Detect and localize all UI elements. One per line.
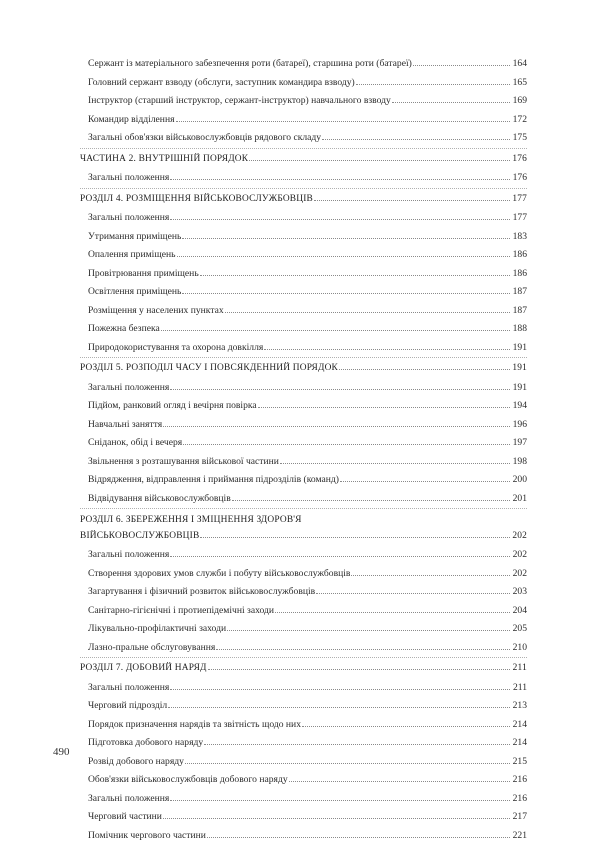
toc-entry-page: 215 <box>511 753 527 772</box>
toc-entry[interactable] <box>80 416 527 435</box>
toc-entry-page: 186 <box>511 265 527 284</box>
toc-entry-title: Загальні положення <box>88 546 169 565</box>
dot-leader <box>170 389 510 390</box>
toc-entry-title: Загальні положення <box>88 679 169 698</box>
dot-leader <box>216 649 510 650</box>
dot-leader <box>339 369 510 370</box>
toc-entry-page: 183 <box>511 228 527 247</box>
dot-leader <box>225 312 510 313</box>
dot-leader <box>170 179 510 180</box>
toc-entry[interactable] <box>80 827 527 845</box>
dot-leader <box>161 330 510 331</box>
dot-leader <box>182 293 510 294</box>
toc-entry-page: 196 <box>511 416 527 435</box>
toc-entry[interactable] <box>80 92 527 111</box>
toc-section-heading[interactable] <box>80 190 527 210</box>
dot-leader <box>392 102 510 103</box>
toc-entry[interactable] <box>80 379 527 398</box>
toc-entry-page: 217 <box>511 808 527 827</box>
toc-entry-title: Загальні положення <box>88 169 169 188</box>
toc-entry-page: 198 <box>511 453 527 472</box>
dot-leader <box>356 84 510 85</box>
toc-entry-title: Загартування і фізичний розвиток військовослужбовців <box>88 583 315 602</box>
toc-entry-title: Розміщення у населених пунктах <box>88 302 224 321</box>
toc-entry[interactable] <box>80 471 527 490</box>
toc-entry-title: Черговий частини <box>88 808 162 827</box>
dot-leader <box>176 121 511 122</box>
toc-entry-page: 214 <box>511 734 527 753</box>
toc-entry-title: Сніданок, обід і вечеря <box>88 434 182 453</box>
toc-entry[interactable] <box>80 734 527 753</box>
toc-section-heading-line <box>80 513 527 528</box>
dot-leader <box>182 238 510 239</box>
toc-entry-page: 216 <box>511 771 527 790</box>
dot-leader <box>170 689 510 690</box>
toc-entry[interactable] <box>80 74 527 93</box>
toc-entry[interactable] <box>80 302 527 321</box>
toc-entry[interactable] <box>80 753 527 772</box>
toc-entry-page: 186 <box>511 246 527 265</box>
toc-entry-page: 221 <box>511 827 527 845</box>
toc-section-heading[interactable] <box>80 659 527 679</box>
toc-entry-title: Загальні положення <box>88 790 169 809</box>
dot-leader <box>183 444 510 445</box>
toc-entry-title: Утримання приміщень <box>88 228 181 247</box>
toc-entry-title: Звільнення з розташування військової частини <box>88 453 279 472</box>
toc-entry-page: 213 <box>511 697 527 716</box>
toc-entry-title: Навчальні заняття <box>88 416 162 435</box>
table-of-contents <box>80 55 527 845</box>
toc-entry-title: Розвід добового наряду <box>88 753 184 772</box>
toc-entry-page: 211 <box>511 659 527 679</box>
toc-entry[interactable] <box>80 111 527 130</box>
toc-entry[interactable] <box>80 209 527 228</box>
dot-leader <box>170 219 510 220</box>
dot-leader <box>227 630 510 631</box>
toc-entry-title: Помічник чергового частини <box>88 827 206 845</box>
toc-entry-page: 191 <box>511 339 527 358</box>
toc-entry-page: 188 <box>511 320 527 339</box>
toc-entry-page: 191 <box>511 379 527 398</box>
section-divider <box>80 508 527 510</box>
toc-entry-title: РОЗДІЛ 5. РОЗПОДІЛ ЧАСУ І ПОВСЯКДЕННИЙ ПОРЯДОК <box>80 359 338 379</box>
toc-entry-page: 176 <box>511 150 527 170</box>
toc-entry-page: 194 <box>511 397 527 416</box>
toc-entry-title: РОЗДІЛ 4. РОЗМІЩЕННЯ ВІЙСЬКОВОСЛУЖБОВЦІВ <box>80 190 313 210</box>
toc-entry-page: 204 <box>511 602 527 621</box>
toc-entry[interactable] <box>80 565 527 584</box>
dot-leader <box>170 556 510 557</box>
toc-section-heading[interactable] <box>80 528 527 544</box>
toc-entry-title: Підготовка добового наряду <box>88 734 203 753</box>
toc-entry-page: 203 <box>511 583 527 602</box>
toc-entry-title: Загальні положення <box>88 209 169 228</box>
toc-entry[interactable] <box>80 583 527 602</box>
toc-entry[interactable] <box>80 169 527 188</box>
toc-entry-title: Природокористування та охорона довкілля <box>88 339 263 358</box>
toc-entry-page: 165 <box>511 74 527 93</box>
toc-entry[interactable] <box>80 697 527 716</box>
toc-entry-title: Пожежна безпека <box>88 320 160 339</box>
toc-entry-page: 164 <box>511 55 527 74</box>
toc-entry-title: Підйом, ранковий огляд і вечірня повірка <box>88 397 257 416</box>
toc-entry[interactable] <box>80 246 527 265</box>
toc-entry-title: Головний сержант взводу (обслуги, заступник командира взводу) <box>88 74 355 93</box>
dot-leader <box>340 481 510 482</box>
toc-entry-page: 205 <box>511 620 527 639</box>
toc-entry-page: 176 <box>511 169 527 188</box>
toc-entry-page: 202 <box>511 565 527 584</box>
toc-entry-page: 177 <box>511 190 527 210</box>
toc-entry[interactable] <box>80 339 527 358</box>
toc-entry-title: Порядок призначення нарядів та звітність щодо них <box>88 716 301 735</box>
dot-leader <box>258 407 510 408</box>
toc-entry-page: 177 <box>511 209 527 228</box>
toc-entry[interactable] <box>80 771 527 790</box>
toc-entry-title: Черговий підрозділ <box>88 697 167 716</box>
dot-leader <box>280 463 510 464</box>
dot-leader <box>413 65 510 66</box>
toc-entry-title: Лікувально-профілактичні заходи <box>88 620 226 639</box>
toc-entry-title: Створення здорових умов служби і побуту військовослужбовців <box>88 565 350 584</box>
toc-entry-page: 172 <box>511 111 527 130</box>
dot-leader <box>322 139 510 140</box>
toc-entry[interactable] <box>80 546 527 565</box>
dot-leader <box>185 763 510 764</box>
page-number: 490 <box>53 746 70 758</box>
toc-entry-title: ЧАСТИНА 2. ВНУТРІШНІЙ ПОРЯДОК <box>80 150 248 170</box>
toc-entry[interactable] <box>80 620 527 639</box>
dot-leader <box>204 744 510 745</box>
toc-entry[interactable] <box>80 129 527 148</box>
toc-entry-title: Загальні обов'язки військовослужбовців рядового складу <box>88 129 321 148</box>
dot-leader <box>200 537 510 538</box>
toc-entry[interactable] <box>80 397 527 416</box>
toc-entry[interactable] <box>80 55 527 74</box>
toc-entry[interactable] <box>80 265 527 284</box>
dot-leader <box>232 500 510 501</box>
toc-entry[interactable] <box>80 790 527 809</box>
toc-entry-title: РОЗДІЛ 6. ЗБЕРЕЖЕННЯ І ЗМІЦНЕННЯ ЗДОРОВ'Я <box>80 513 302 528</box>
toc-entry-page: 216 <box>511 790 527 809</box>
toc-entry[interactable] <box>80 320 527 339</box>
toc-entry-page: 169 <box>511 92 527 111</box>
toc-entry-title: ВІЙСЬКОВОСЛУЖБОВЦІВ <box>80 528 199 544</box>
dot-leader <box>177 256 511 257</box>
dot-leader <box>314 200 510 201</box>
dot-leader <box>249 160 510 161</box>
toc-section-heading[interactable] <box>80 359 527 379</box>
toc-entry[interactable] <box>80 639 527 658</box>
toc-entry-page: 202 <box>511 528 527 544</box>
dot-leader <box>208 669 510 670</box>
toc-entry-page: 202 <box>511 546 527 565</box>
toc-entry-title: Лазно-пральне обслуговування <box>88 639 215 658</box>
toc-entry-title: Освітлення приміщень <box>88 283 181 302</box>
toc-entry-page: 211 <box>511 679 527 698</box>
toc-entry-page: 197 <box>511 434 527 453</box>
toc-entry[interactable] <box>80 679 527 698</box>
toc-entry-title: Командир відділення <box>88 111 175 130</box>
toc-entry[interactable] <box>80 716 527 735</box>
toc-entry-title: Санітарно-гігієнічні і протиепідемічні заходи <box>88 602 274 621</box>
toc-entry-page: 201 <box>511 490 527 509</box>
toc-entry-title: Відвідування військовослужбовців <box>88 490 231 509</box>
dot-leader <box>351 575 510 576</box>
toc-entry-page: 214 <box>511 716 527 735</box>
toc-entry-title: Загальні положення <box>88 379 169 398</box>
toc-entry-title: Обов'язки військовослужбовців добового наряду <box>88 771 288 790</box>
toc-entry-title: Опалення приміщень <box>88 246 176 265</box>
toc-entry-title: Провітрювання приміщень <box>88 265 199 284</box>
toc-entry-page: 200 <box>511 471 527 490</box>
toc-entry[interactable] <box>80 453 527 472</box>
dot-leader <box>163 818 510 819</box>
dot-leader <box>275 612 510 613</box>
toc-section-heading[interactable] <box>80 150 527 170</box>
toc-entry[interactable] <box>80 283 527 302</box>
toc-entry[interactable] <box>80 602 527 621</box>
toc-entry[interactable] <box>80 228 527 247</box>
toc-entry-page: 187 <box>511 283 527 302</box>
toc-entry-title: РОЗДІЛ 7. ДОБОВИЙ НАРЯД <box>80 659 207 679</box>
dot-leader <box>289 781 510 782</box>
toc-entry[interactable] <box>80 434 527 453</box>
toc-entry-page: 187 <box>511 302 527 321</box>
toc-entry-page: 210 <box>511 639 527 658</box>
toc-entry-page: 191 <box>511 359 527 379</box>
toc-entry-title: Сержант із матеріального забезпечення роти (батареї), старшина роти (батареї) <box>88 55 412 74</box>
dot-leader <box>163 426 510 427</box>
toc-entry-page: 175 <box>511 129 527 148</box>
toc-entry-title: Інструктор (старший інструктор, сержант-інструктор) навчального взводу <box>88 92 391 111</box>
dot-leader <box>200 275 510 276</box>
toc-entry[interactable] <box>80 490 527 509</box>
dot-leader <box>316 593 510 594</box>
dot-leader <box>168 707 510 708</box>
dot-leader <box>264 349 510 350</box>
dot-leader <box>302 726 510 727</box>
dot-leader <box>170 800 510 801</box>
toc-entry-title: Відрядження, відправлення і приймання підрозділів (команд) <box>88 471 339 490</box>
dot-leader <box>207 837 510 838</box>
